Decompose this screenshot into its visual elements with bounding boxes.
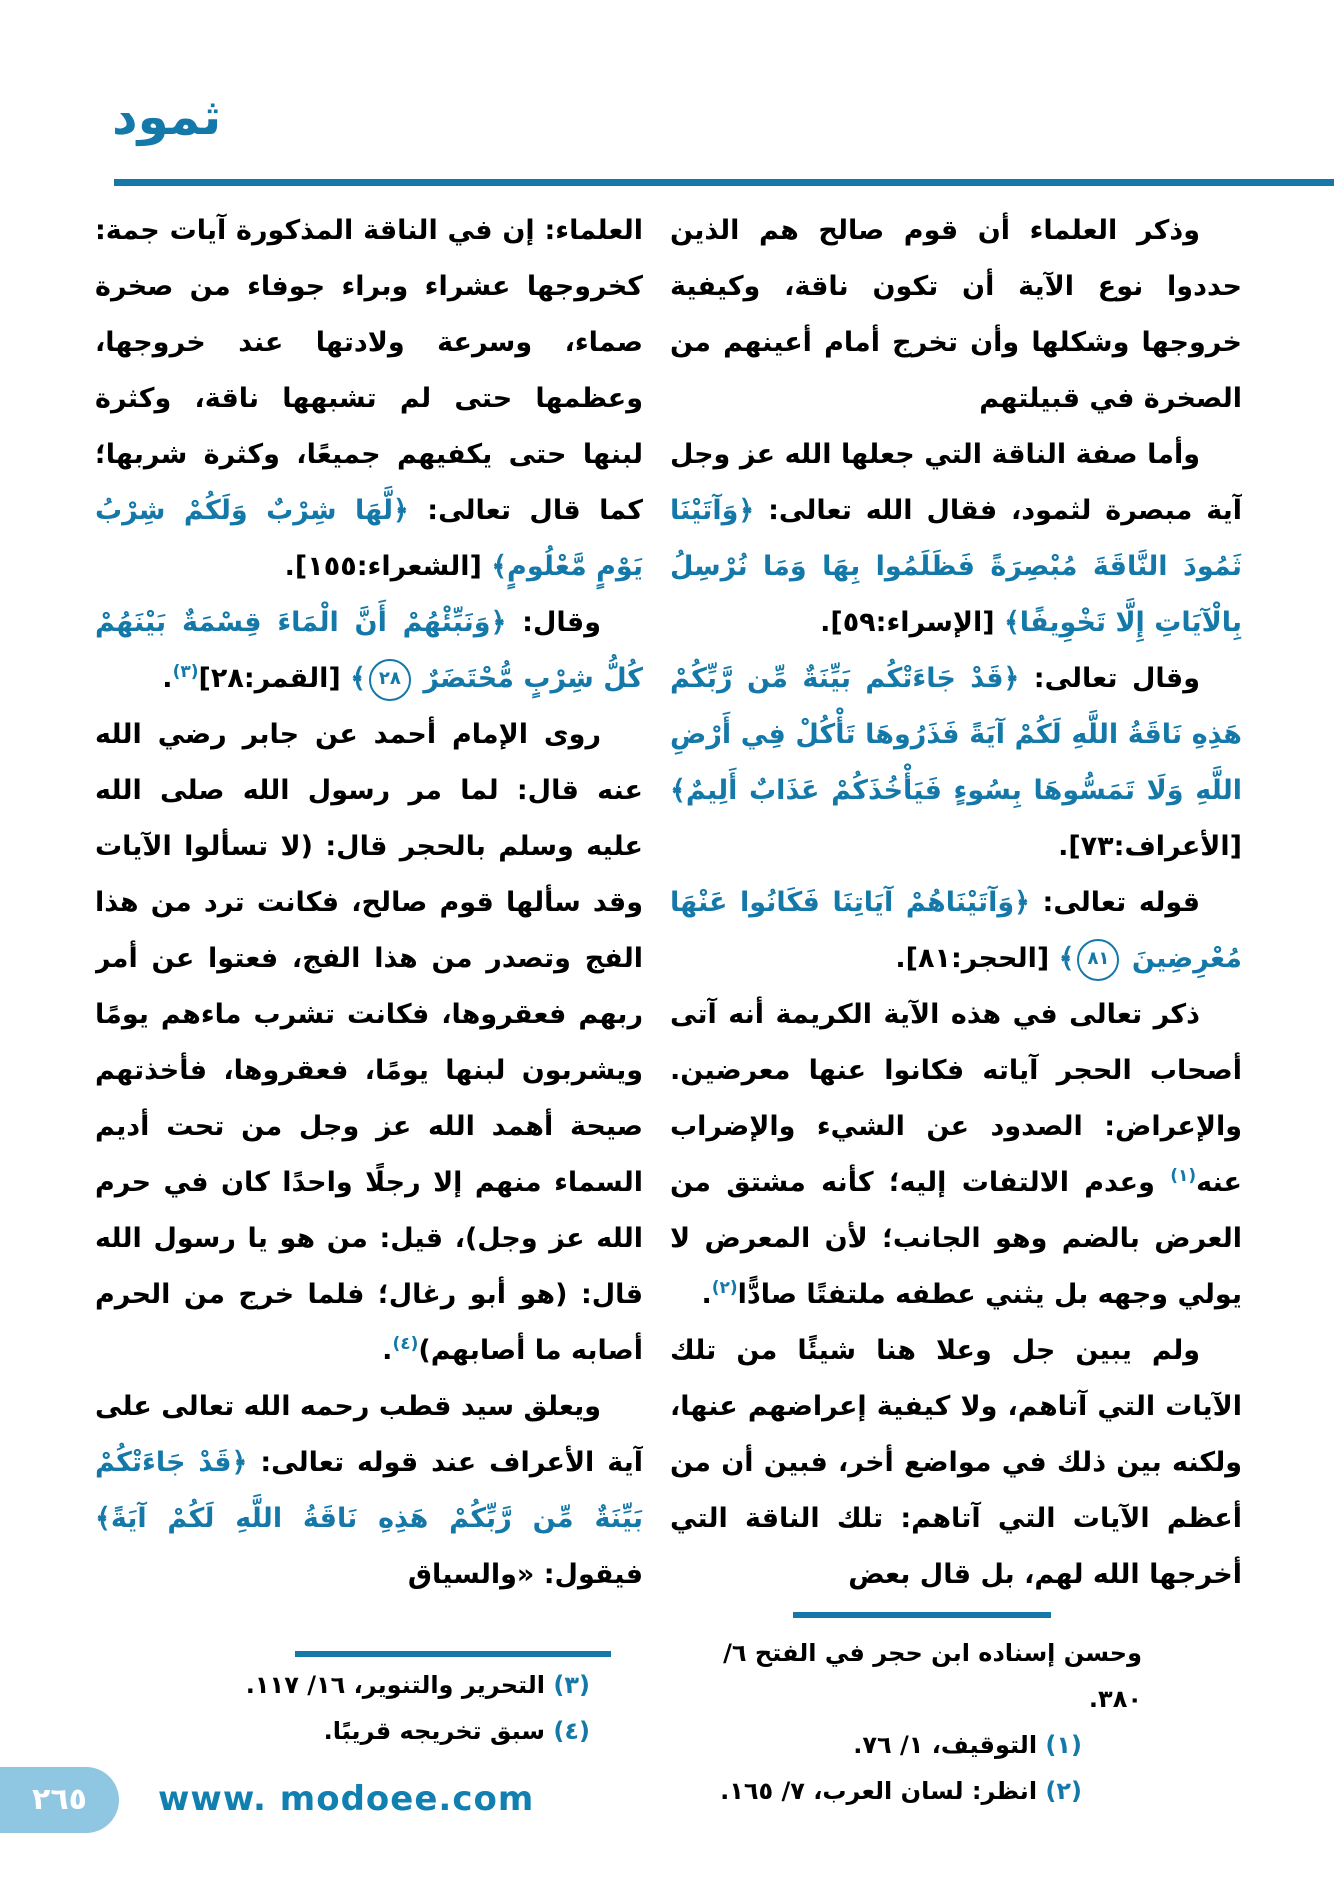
page-number-badge: ٢٦٥: [0, 1767, 119, 1833]
body-text: وأما صفة الناقة التي جعلها الله عز وجل آية مبصرة لثمود، فقال الله تعالى:: [670, 439, 1242, 526]
paragraph: [670, 203, 1242, 427]
verse-reference: [الأعراف:٧٣].: [1058, 831, 1242, 862]
footnote: [670, 1768, 1242, 1814]
column-right: [670, 203, 1242, 1605]
chapter-title: ثمود: [112, 88, 222, 146]
body-text: قوله تعالى:: [1029, 887, 1200, 918]
footnote: [95, 1662, 643, 1708]
paragraph: [670, 427, 1242, 651]
footnote: [95, 1708, 643, 1754]
footnote-marker: (٤): [392, 1334, 419, 1354]
quran-verse: ﴿قَدْ جَاءَتْكُمْ بَيِّنَةٌ مِّن رَّبِّكُمْ هَذِهِ نَاقَةُ اللَّهِ لَكُمْ آيَةً﴾: [95, 1447, 643, 1534]
footnote-divider-right: [793, 1612, 1051, 1618]
header-rule: [114, 179, 1334, 186]
footnote-text: التوقيف، ١/ ٧٦.: [853, 1731, 1038, 1759]
body-text: ويعلق سيد قطب رحمه الله تعالى على آية الأعراف عند قوله تعالى:: [95, 1391, 643, 1478]
footnote-number: (٤): [545, 1717, 590, 1745]
paragraph: [670, 651, 1242, 875]
body-text: وعدم الالتفات إليه؛ كأنه مشتق من العرض بالضم وهو الجانب؛ لأن المعرض لا يولي وجهه بل يثني عطفه ملتفتًا صادًّا: [670, 1167, 1242, 1310]
body-text: .: [162, 663, 173, 694]
body-text: .: [382, 1335, 393, 1366]
body-text: وذكر العلماء أن قوم صالح هم الذين حددوا نوع الآية أن تكون ناقة، وكيفية خروجها وشكلها وأن تخرج أمام أعينهم من الصخرة في قبيلتهم: [670, 215, 1242, 414]
footnote-text: انظر: لسان العرب، ٧/ ١٦٥.: [720, 1777, 1038, 1805]
footnote-marker: (٢): [711, 1278, 738, 1298]
paragraph: [95, 595, 643, 707]
paragraph: [95, 707, 643, 1379]
verse-reference: [القمر:٢٨]: [198, 663, 351, 694]
footnote-number: (٣): [545, 1671, 590, 1699]
paragraph: [670, 1323, 1242, 1603]
paragraph: [95, 1379, 643, 1603]
footnote-text: وحسن إسناده ابن حجر في الفتح ٦/ ٣٨٠.: [723, 1639, 1142, 1713]
quran-verse: ﴾: [350, 663, 366, 694]
verse-reference: [الحجر:٨١].: [895, 943, 1059, 974]
quran-verse: ﴿قَدْ جَاءَتْكُم بَيِّنَةٌ مِّن رَّبِّكُمْ هَذِهِ نَاقَةُ اللَّهِ لَكُمْ آيَةً فَذَرُوهَا تَأْكُلْ فِي أَرْضِ اللَّهِ وَلَا تَمَسُّوهَا بِسُوءٍ فَيَأْخُذَكُمْ عَذَابٌ أَلِيمٌ﴾: [670, 663, 1242, 806]
footnote: [670, 1630, 1242, 1722]
footnote: [670, 1722, 1242, 1768]
footnote-number: (١): [1037, 1731, 1082, 1759]
body-text: وقال تعالى:: [1019, 663, 1200, 694]
quran-verse: ﴿وَآتَيْنَاهُمْ آيَاتِنَا فَكَانُوا عَنْهَا مُعْرِضِينَ: [670, 887, 1242, 974]
quran-verse: ﴿وَآتَيْنَا ثَمُودَ النَّاقَةَ مُبْصِرَةً فَظَلَمُوا بِهَا وَمَا نُرْسِلُ بِالْآيَاتِ إِلَّا تَخْوِيفًا﴾: [670, 495, 1242, 638]
quran-verse: ﴿وَنَبِّئْهُمْ أَنَّ الْمَاءَ قِسْمَةٌ بَيْنَهُمْ كُلُّ شِرْبٍ مُّحْتَضَرٌ: [95, 607, 643, 694]
footnote-text: التحرير والتنوير، ١٦/ ١١٧.: [245, 1671, 546, 1699]
verse-reference: [الإسراء:٥٩].: [820, 607, 1004, 638]
paragraph: [95, 203, 643, 595]
footnotes-right: [670, 1630, 1242, 1814]
quran-verse: ﴾: [1058, 943, 1075, 974]
ayah-number-badge: ٨١: [1077, 939, 1119, 981]
verse-reference: [الشعراء:١٥٥].: [284, 551, 492, 582]
body-text: .: [701, 1279, 712, 1310]
column-left: [95, 203, 643, 1645]
publisher-website: www. modoee.com: [158, 1779, 535, 1819]
paragraph: [670, 987, 1242, 1323]
body-text: ذكر تعالى في هذه الآية الكريمة أنه آتى أصحاب الحجر آياته فكانوا عنها معرضين. والإعراض: الصدود عن الشيء والإضراب عنه: [670, 999, 1242, 1198]
body-text: روى الإمام أحمد عن جابر رضي الله عنه قال: لما مر رسول الله صلى الله عليه وسلم بالحجر قال: (لا تسألوا الآيات وقد سألها قوم صالح، فكانت ترد من هذا الفج وتصدر من هذا الفج، فعتوا عن أمر ربهم فعقروها، فكانت تشرب ماءهم يومًا ويشربون لبنها يومًا، فعقروها، فأخذتهم صيحة أهمد الله عز وجل من تحت أديم السماء منهم إلا رجلًا واحدًا كان في حرم الله عز وجل)، قيل: من هو يا رسول الله قال: (هو أبو رغال؛ فلما خرج من الحرم أصابه ما أصابهم): [95, 719, 643, 1366]
footnotes-left: [95, 1662, 643, 1754]
footnote-marker: (٣): [172, 662, 199, 682]
paragraph: [670, 875, 1242, 987]
body-text: وقال:: [506, 607, 601, 638]
footnote-marker: (١): [1170, 1166, 1197, 1186]
body-text: العلماء: إن في الناقة المذكورة آيات جمة: كخروجها عشراء وبراء جوفاء من صخرة صماء، وسرعة ولادتها عند خروجها، وعظمها حتى لم تشبهها ناقة، وكثرة لبنها حتى يكفيهم جميعًا، وكثرة شربها؛ كما قال تعالى:: [95, 215, 643, 526]
quran-verse: ﴿لَّهَا شِرْبٌ وَلَكُمْ شِرْبُ يَوْمٍ مَّعْلُومٍ﴾: [95, 495, 643, 582]
body-text: فيقول: «والسياق: [407, 1559, 643, 1590]
ayah-number-badge: ٢٨: [369, 659, 411, 701]
footnote-text: سبق تخريجه قريبًا.: [323, 1717, 546, 1745]
footnote-number: (٢): [1037, 1777, 1082, 1805]
body-text: ولم يبين جل وعلا هنا شيئًا من تلك الآيات التي آتاهم، ولا كيفية إعراضهم عنها، ولكنه بين ذلك في مواضع أخر، فبين أن من أعظم الآيات التي آتاهم: تلك الناقة التي أخرجها الله لهم، بل قال بعض: [670, 1335, 1242, 1590]
footnote-divider-left: [295, 1651, 611, 1657]
